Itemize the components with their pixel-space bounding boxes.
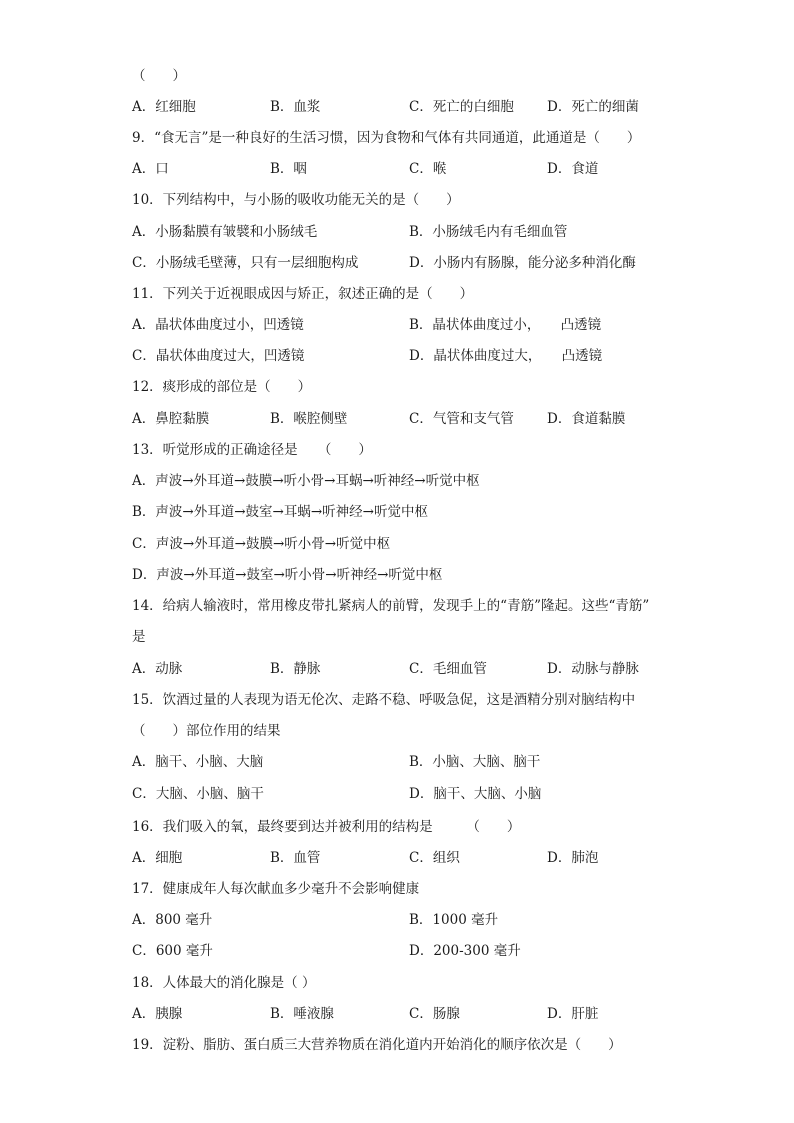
option-d: D．脑干、大脑、小脑 (409, 786, 542, 802)
option-b: B．血管 (270, 850, 321, 866)
option-d: D．食道 (547, 161, 599, 177)
q8-tail: （ ） (132, 68, 186, 84)
q11-options-row1 (132, 315, 762, 335)
q15-stem-cont: （ ）部位作用的结果 (132, 723, 281, 739)
option-a: A．晶状体曲度过小，凹透镜 (132, 317, 304, 333)
option-b: B．喉腔侧壁 (270, 411, 348, 427)
q15-options-row2 (132, 784, 762, 804)
q17-options-row2 (132, 941, 762, 961)
option-c: C．喉 (409, 161, 447, 177)
option-d: D．肺泡 (547, 850, 599, 866)
q8-options (132, 97, 762, 117)
q11-stem: 11．下列关于近视眼成因与矫正，叙述正确的是（ ） (132, 286, 474, 302)
q15-stem: 15．饮酒过量的人表现为语无伦次、走路不稳、呼吸急促，这是酒精分别对脑结构中 (132, 692, 636, 708)
option-b: B．小肠绒毛内有毛细血管 (409, 224, 568, 240)
q9-options (132, 159, 762, 179)
option-b: B．血浆 (270, 99, 321, 115)
option-d: D．食道黏膜 (547, 411, 626, 427)
option-b: B．小脑、大脑、脑干 (409, 754, 541, 770)
option-b: B．静脉 (270, 661, 321, 677)
option-c: C．600 毫升 (132, 943, 213, 959)
q17-options-row1 (132, 910, 762, 930)
option-b: B．咽 (270, 161, 307, 177)
option-c: C．毛细血管 (409, 661, 487, 677)
q14-options (132, 659, 762, 679)
q19-stem: 19．淀粉、脂肪、蛋白质三大营养物质在消化道内开始消化的顺序依次是（ ） (132, 1037, 622, 1053)
q16-stem: 16．我们吸入的氧，最终要到达并被利用的结构是 （ ） (132, 819, 521, 835)
q15-options-row1 (132, 752, 762, 772)
option-b: B．晶状体曲度过小， 凸透镜 (409, 317, 602, 333)
option-a: A．红细胞 (132, 99, 196, 115)
q10-options-row1 (132, 222, 762, 242)
q9-stem: 9．“食无言”是一种良好的生活习惯，因为食物和气体有共同通道，此通道是（ ） (132, 130, 641, 146)
q13-option-d: D．声波→外耳道→鼓室→听小骨→听神经→听觉中枢 (132, 567, 443, 583)
option-a: A．动脉 (132, 661, 183, 677)
option-d: D．晶状体曲度过大， 凸透镜 (409, 348, 603, 364)
option-d: D．肝脏 (547, 1006, 599, 1022)
option-b: B．1000 毫升 (409, 912, 499, 928)
option-d: D．死亡的细菌 (547, 99, 639, 115)
option-a: A．胰腺 (132, 1006, 183, 1022)
q14-stem-cont: 是 (132, 629, 146, 645)
option-c: C．死亡的白细胞 (409, 99, 514, 115)
q14-stem: 14．给病人输液时，常用橡皮带扎紧病人的前臂，发现手上的“青筋”隆起。这些“青筋” (132, 598, 650, 614)
option-c: C．大脑、小脑、脑干 (132, 786, 264, 802)
q13-stem: 13．听觉形成的正确途径是 （ ） (132, 442, 372, 458)
option-a: A．小肠黏膜有皱襞和小肠绒毛 (132, 224, 318, 240)
q10-stem: 10．下列结构中，与小肠的吸收功能无关的是（ ） (132, 192, 460, 208)
option-d: D．200-300 毫升 (409, 943, 521, 959)
option-a: A．800 毫升 (132, 912, 213, 928)
q16-options (132, 848, 762, 868)
q13-option-b: B．声波→外耳道→鼓室→耳蜗→听神经→听觉中枢 (132, 504, 428, 520)
q11-options-row2 (132, 346, 762, 366)
q18-options (132, 1004, 762, 1024)
option-c: C．小肠绒毛壁薄，只有一层细胞构成 (132, 255, 359, 271)
q17-stem: 17．健康成年人每次献血多少毫升不会影响健康 (132, 881, 420, 897)
option-d: D．小肠内有肠腺，能分泌多种消化酶 (409, 255, 636, 271)
option-c: C．肠腺 (409, 1006, 460, 1022)
option-a: A．脑干、小脑、大脑 (132, 754, 264, 770)
option-a: A．细胞 (132, 850, 183, 866)
q10-options-row2 (132, 253, 762, 273)
q12-stem: 12．痰形成的部位是（ ） (132, 379, 312, 395)
option-d: D．动脉与静脉 (547, 661, 639, 677)
option-c: C．组织 (409, 850, 460, 866)
option-c: C．气管和支气管 (409, 411, 514, 427)
q12-options (132, 409, 762, 429)
q13-option-c: C．声波→外耳道→鼓膜→听小骨→听觉中枢 (132, 536, 391, 552)
option-a: A．鼻腔黏膜 (132, 411, 210, 427)
option-c: C．晶状体曲度过大，凹透镜 (132, 348, 305, 364)
q18-stem: 18．人体最大的消化腺是（ ） (132, 975, 316, 991)
q13-option-a: A．声波→外耳道→鼓膜→听小骨→耳蜗→听神经→听觉中枢 (132, 473, 480, 489)
option-a: A．口 (132, 161, 169, 177)
option-b: B．唾液腺 (270, 1006, 334, 1022)
